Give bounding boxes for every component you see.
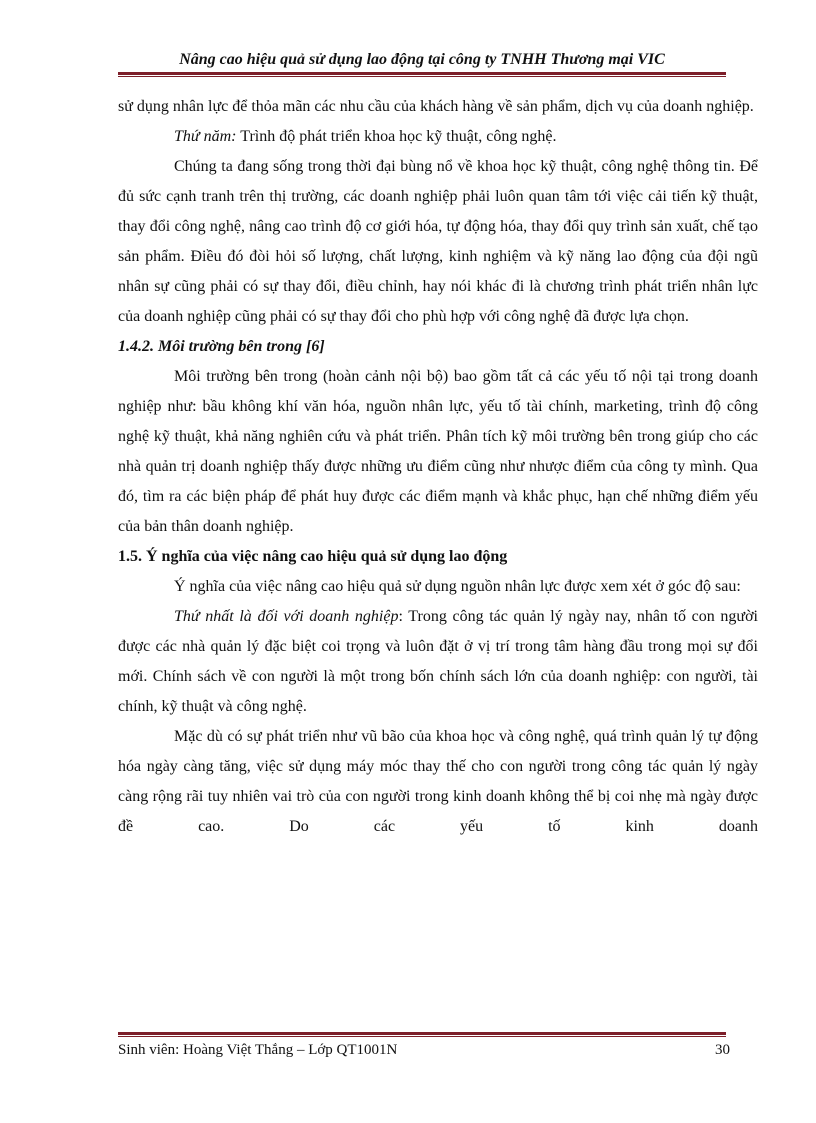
header-rule-thin xyxy=(118,76,726,77)
paragraph-continuation: sử dụng nhân lực để thỏa mãn các nhu cầu của khách hàng về sản phẩm, dịch vụ của doanh nghiệp. xyxy=(118,98,754,115)
footer-rule-thin xyxy=(118,1036,726,1037)
paragraph-lead-label: Thứ năm: xyxy=(174,128,237,145)
page-number: 30 xyxy=(715,1042,730,1058)
paragraph-lead-label: Thứ nhất là đối với doanh nghiệp xyxy=(174,608,399,625)
paragraph-technology: Chúng ta đang sống trong thời đại bùng nổ về khoa học kỹ thuật, công nghệ thông tin. Để đủ sức cạnh tranh trên thị trường, các doanh nghiệp phải luôn quan tâm tới việc cải tiến kỹ thuật, thay đổi công nghệ, nâng cao trình độ cơ giới hóa, tự động hóa, thay đổi quy trình sản xuất, chế tạo sản phẩm. Điều đó đòi hỏi số lượng, chất lượng, kinh nghiệm và kỹ năng lao động của đội ngũ nhân sự cũng phải có sự thay đổi, điều chỉnh, hay nói khác đi là chương trình phát triển nhân lực của doanh nghiệp cũng phải có sự thay đổi cho phù hợp với công nghệ đã được lựa chọn. xyxy=(118,158,758,325)
section-heading-1-5: 1.5. Ý nghĩa của việc nâng cao hiệu quả sử dụng lao động xyxy=(118,548,508,565)
paragraph-meaning-intro: Ý nghĩa của việc nâng cao hiệu quả sử dụng nguồn nhân lực được xem xét ở góc độ sau: xyxy=(174,578,741,595)
footer-rule xyxy=(118,1032,726,1035)
paragraph-thu-nam xyxy=(118,122,758,152)
section-heading-1-4-2: 1.4.2. Môi trường bên trong [6] xyxy=(118,338,325,355)
paragraph-internal-environment: Môi trường bên trong (hoàn cảnh nội bộ) bao gồm tất cả các yếu tố nội tại trong doanh nghiệp như: bầu không khí văn hóa, nguồn nhân lực, yếu tố tài chính, marketing, trình độ công nghệ kỹ thuật, khả năng nghiên cứu và phát triển. Phân tích kỹ môi trường bên trong giúp cho các nhà quản trị doanh nghiệp thấy được những ưu điểm cũng như nhược điểm của công ty mình. Qua đó, tìm ra các biện pháp để phát huy được các điểm mạnh và khắc phục, hạn chế những điểm yếu của bản thân doanh nghiệp. xyxy=(118,368,758,535)
header-rule xyxy=(118,72,726,75)
paragraph-text: : Trong công tác quản lý ngày nay, nhân tố con người được các nhà quản lý đặc biệt coi trọng và luôn đặt ở vị trí trong tâm hàng đầu trong mọi sự đổi mới. Chính sách về con người là một trong bốn chính sách lớn của doanh nghiệp: con người, tài chính, kỹ thuật và công nghệ. xyxy=(118,608,758,715)
footer-student-info: Sinh viên: Hoàng Việt Thắng – Lớp QT1001N xyxy=(118,1042,398,1058)
page-header-title: Nâng cao hiệu quả sử dụng lao động tại công ty TNHH Thương mại VIC xyxy=(179,51,665,68)
paragraph-first-enterprise xyxy=(118,602,758,722)
paragraph-technology-development: Mặc dù có sự phát triển như vũ bão của khoa học và công nghệ, quá trình quản lý tự động hóa ngày càng tăng, việc sử dụng máy móc thay thế cho con người trong công tác quản lý ngày càng rộng rãi tuy nhiên vai trò của con người trong kinh doanh không thể bị coi nhẹ mà ngày được đề cao. Do các yếu tố kinh doanh xyxy=(118,728,758,835)
document-body xyxy=(118,92,758,842)
paragraph-text: Trình độ phát triển khoa học kỹ thuật, công nghệ. xyxy=(236,128,557,145)
